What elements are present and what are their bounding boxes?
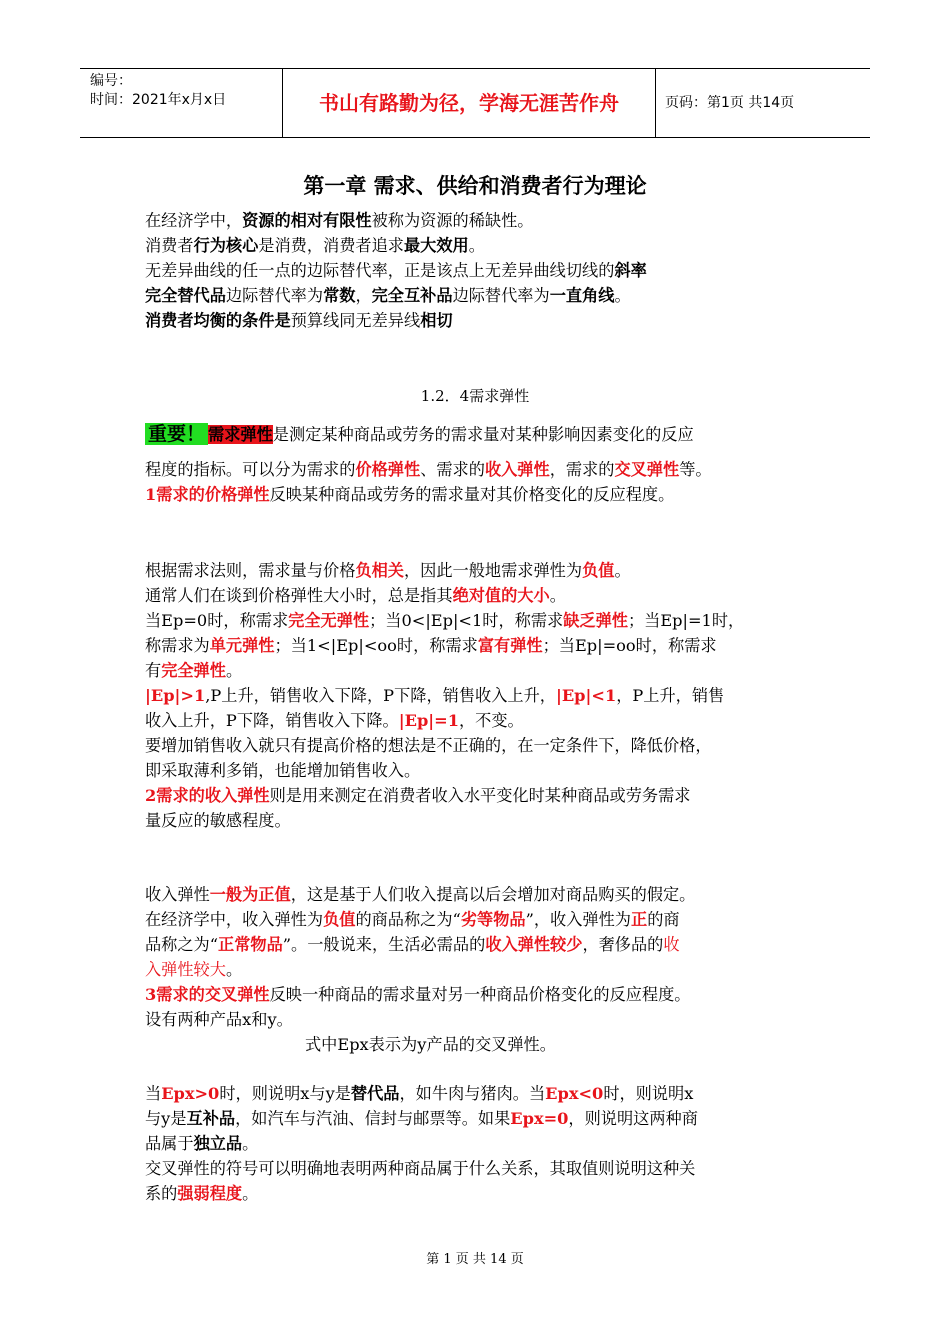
para-line: 交叉弹性的符号可以明确地表明两种商品属于什么关系，其取值则说明这种关: [145, 1159, 696, 1178]
important-badge: 重要！: [145, 423, 208, 445]
para-line: 称需求为单元弹性；当1<|Ep|<oo时，称需求富有弹性；当Ep|=oo时，称需求: [145, 636, 717, 655]
para-line: 3需求的交叉弹性反映一种商品的需求量对另一种商品价格变化的反应程度。: [145, 985, 691, 1004]
para-line: 程度的指标。可以分为需求的价格弹性、需求的收入弹性，需求的交叉弹性等。: [145, 460, 712, 479]
para-line: 与y是互补品，如汽车与汽油、信封与邮票等。如果Epx=0，则说明这两种商: [145, 1109, 698, 1128]
header-meta: [80, 69, 280, 137]
para-line: 通常人们在谈到价格弹性大小时，总是指其绝对值的大小。: [145, 586, 566, 605]
para-line: 收入上升，P下降，销售收入下降。|Ep|=1，不变。: [145, 711, 524, 730]
para-line: 1需求的价格弹性反映某种商品或劳务的需求量对其价格变化的反应程度。: [145, 485, 675, 504]
para-line: 入弹性较大。: [145, 960, 243, 979]
number-label: 编号：: [90, 73, 132, 89]
para-line: 在经济学中，收入弹性为负值的商品称之为“劣等物品”，收入弹性为正的商: [145, 910, 680, 929]
para-line: 式中Epx表示为y产品的交叉弹性。: [305, 1035, 556, 1054]
para-line: 重要！ 需求弹性是测定某种商品或劳务的需求量对某种影响因素变化的反应: [145, 420, 815, 449]
para-line: 系的强弱程度。: [145, 1184, 259, 1203]
para-line: 设有两种产品x和y。: [145, 1010, 293, 1029]
para-line: 品称之为“正常物品”。一般说来，生活必需品的收入弹性较少，奢侈品的收: [145, 935, 680, 954]
chapter-title: 第一章 需求、供给和消费者行为理论: [303, 174, 647, 198]
para-line: 量反应的敏感程度。: [145, 811, 291, 830]
para-line: 消费者行为核心是消费，消费者追求最大效用。: [145, 236, 485, 255]
para-line: 当Ep=0时，称需求完全无弹性；当0<|Ep|<1时，称需求缺乏弹性；当Ep|=1时，: [145, 611, 745, 630]
para-line: 无差异曲线的任一点的边际替代率，正是该点上无差异曲线切线的斜率: [145, 261, 647, 280]
section-heading: 1.2．4需求弹性: [420, 387, 530, 405]
para-line: 完全替代品边际替代率为常数，完全互补品边际替代率为一直角线。: [145, 286, 631, 305]
page-footer: 第 1 页 共 14 页: [426, 1252, 524, 1267]
para-line: 即采取薄利多销，也能增加销售收入。: [145, 761, 421, 780]
para-line: 要增加销售收入就只有提高价格的想法是不正确的，在一定条件下，降低价格，: [145, 736, 712, 755]
document-header: [80, 68, 870, 138]
para-line: 在经济学中，资源的相对有限性被称为资源的稀缺性。: [145, 211, 534, 230]
date-label: 时间：2021年x月x日: [90, 92, 227, 108]
para-line: 当Epx>0时，则说明x与y是替代品，如牛肉与猪肉。当Epx<0时，则说明x: [145, 1084, 694, 1103]
para-line: 2需求的收入弹性则是用来测定在消费者收入水平变化时某种商品或劳务需求: [145, 786, 691, 805]
header-page-info: 页码：第1页 共14页: [665, 95, 795, 111]
header-motto: 书山有路勤为径，学海无涯苦作舟: [282, 69, 656, 137]
para-line: 根据需求法则，需求量与价格负相关，因此一般地需求弹性为负值。: [145, 561, 631, 580]
para-line: 品属于独立品。: [145, 1134, 259, 1153]
para-line: |Ep|>1,P上升，销售收入下降，P下降，销售收入上升，|Ep|<1，P上升，销售: [145, 686, 725, 705]
para-line: 收入弹性一般为正值，这是基于人们收入提高以后会增加对商品购买的假定。: [145, 885, 696, 904]
para-line: 有完全弹性。: [145, 661, 243, 680]
para-line: 消费者均衡的条件是预算线同无差异线相切: [145, 311, 453, 330]
